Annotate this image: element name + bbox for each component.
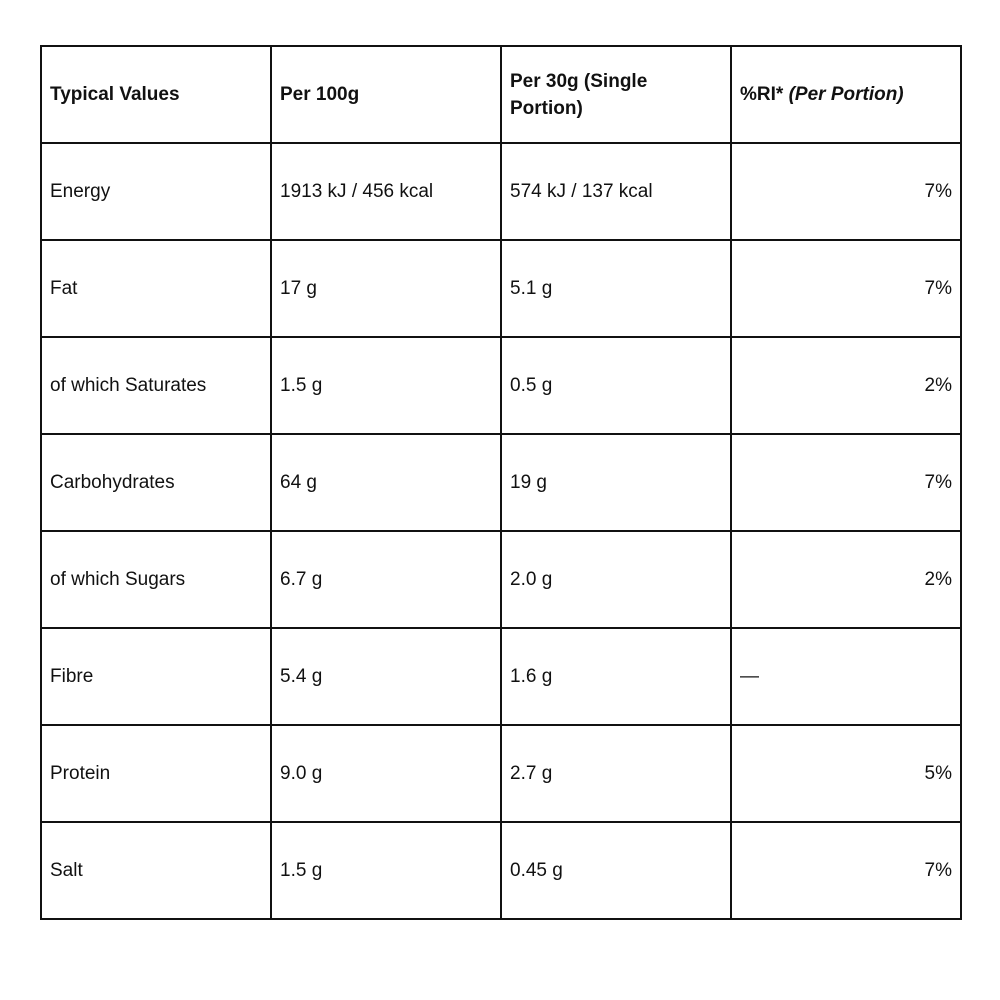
nutrition-table bbox=[40, 45, 962, 920]
ri-value: 5% bbox=[731, 725, 961, 822]
per-30g-value: 1.6 g bbox=[501, 628, 731, 725]
per-100g-value: 9.0 g bbox=[271, 725, 501, 822]
table-row bbox=[41, 143, 961, 240]
ri-value: 7% bbox=[731, 434, 961, 531]
header-typical-values: Typical Values bbox=[41, 46, 271, 143]
nutrient-name: Salt bbox=[41, 822, 271, 919]
per-100g-value: 6.7 g bbox=[271, 531, 501, 628]
header-ri-prefix: %RI* bbox=[740, 84, 784, 105]
ri-value: 7% bbox=[731, 240, 961, 337]
header-per-30g: Per 30g (Single Portion) bbox=[501, 46, 731, 143]
table-header bbox=[41, 46, 961, 143]
per-100g-value: 1913 kJ / 456 kcal bbox=[271, 143, 501, 240]
nutrient-name: of which Sugars bbox=[41, 531, 271, 628]
table-row bbox=[41, 434, 961, 531]
header-ri bbox=[731, 46, 961, 143]
ri-value: 2% bbox=[731, 531, 961, 628]
per-30g-value: 2.7 g bbox=[501, 725, 731, 822]
per-100g-value: 17 g bbox=[271, 240, 501, 337]
ri-value: — bbox=[731, 628, 961, 725]
per-30g-value: 19 g bbox=[501, 434, 731, 531]
ri-value: 7% bbox=[731, 143, 961, 240]
nutrient-name: Fat bbox=[41, 240, 271, 337]
nutrient-name: Protein bbox=[41, 725, 271, 822]
table-row bbox=[41, 337, 961, 434]
per-100g-value: 1.5 g bbox=[271, 337, 501, 434]
per-100g-value: 1.5 g bbox=[271, 822, 501, 919]
per-100g-value: 64 g bbox=[271, 434, 501, 531]
per-30g-value: 5.1 g bbox=[501, 240, 731, 337]
per-30g-value: 2.0 g bbox=[501, 531, 731, 628]
table-row bbox=[41, 725, 961, 822]
header-per-100g: Per 100g bbox=[271, 46, 501, 143]
per-30g-value: 574 kJ / 137 kcal bbox=[501, 143, 731, 240]
ri-value: 7% bbox=[731, 822, 961, 919]
per-100g-value: 5.4 g bbox=[271, 628, 501, 725]
ri-value: 2% bbox=[731, 337, 961, 434]
per-30g-value: 0.45 g bbox=[501, 822, 731, 919]
per-30g-value: 0.5 g bbox=[501, 337, 731, 434]
table-row bbox=[41, 240, 961, 337]
header-ri-suffix: (Per Portion) bbox=[788, 84, 904, 105]
table-row bbox=[41, 628, 961, 725]
header-row bbox=[41, 46, 961, 143]
table-body bbox=[41, 143, 961, 919]
nutrient-name: Carbohydrates bbox=[41, 434, 271, 531]
table-row bbox=[41, 531, 961, 628]
nutrient-name: of which Saturates bbox=[41, 337, 271, 434]
table-row bbox=[41, 822, 961, 919]
nutrient-name: Energy bbox=[41, 143, 271, 240]
nutrient-name: Fibre bbox=[41, 628, 271, 725]
